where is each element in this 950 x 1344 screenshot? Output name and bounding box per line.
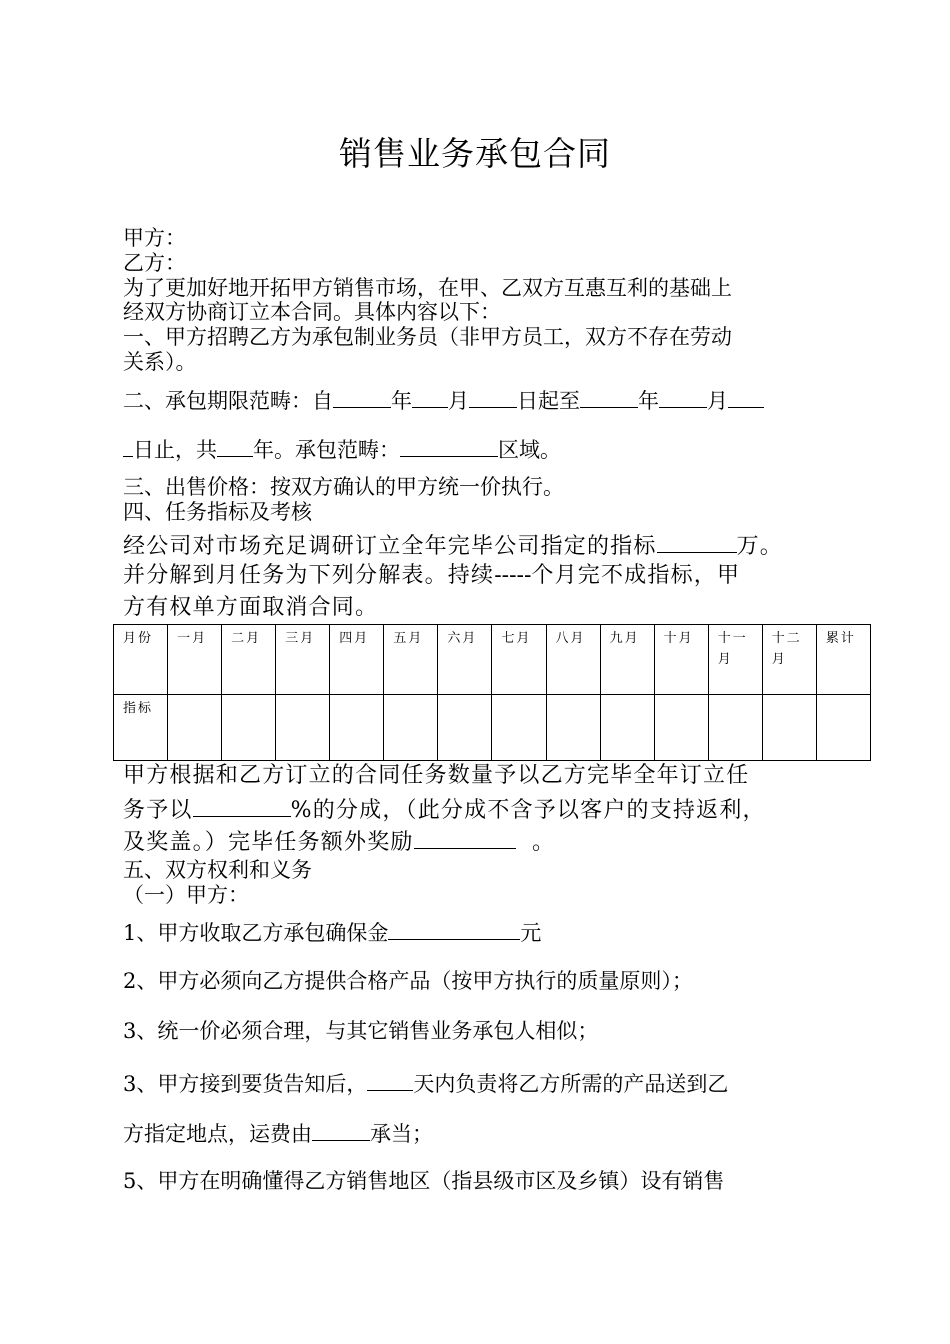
item1-line bbox=[123, 918, 541, 946]
item4-line-1 bbox=[123, 1069, 728, 1097]
header-cell-jul: 七月 bbox=[492, 625, 546, 695]
delivery-days-blank[interactable] bbox=[367, 1069, 413, 1091]
end-month-blank[interactable] bbox=[659, 386, 707, 408]
item3-line: 3、统一价必须合理，与其它销售业务承包人相似； bbox=[123, 1019, 599, 1043]
start-month-blank[interactable] bbox=[412, 386, 448, 408]
year-label-2: 年 bbox=[638, 389, 659, 413]
party-b-label: 乙方： bbox=[123, 251, 186, 275]
clause4-line-1 bbox=[123, 531, 783, 560]
end-year-blank[interactable] bbox=[580, 386, 638, 408]
month-label: 月 bbox=[448, 389, 469, 413]
item5-line: 5、甲方在明确懂得乙方销售地区（指县级市区及乡镇）设有销售 bbox=[123, 1169, 725, 1193]
freight-end: 承当； bbox=[370, 1122, 433, 1146]
header-cell-oct: 十月 bbox=[654, 625, 708, 695]
target-cell-jun[interactable] bbox=[438, 695, 492, 761]
intro-line-2: 经双方协商订立本合同。具体内容以下： bbox=[123, 300, 501, 324]
header-cell-sep: 九月 bbox=[600, 625, 654, 695]
commission-percent-blank[interactable] bbox=[193, 795, 291, 817]
item2-line: 2、甲方必须向乙方提供合格产品（按甲方执行的质量原则）； bbox=[123, 969, 693, 993]
region-blank[interactable] bbox=[400, 435, 498, 457]
monthly-target-table bbox=[113, 624, 871, 761]
target-cell-total[interactable] bbox=[816, 695, 870, 761]
target-unit: 万。 bbox=[736, 534, 784, 559]
clause2-prefix: 二、承包期限范畴：自 bbox=[123, 389, 333, 413]
end-day-blank[interactable] bbox=[728, 386, 764, 408]
table-target-row bbox=[114, 695, 871, 761]
start-year-blank[interactable] bbox=[333, 386, 391, 408]
clause2-line-2 bbox=[123, 435, 561, 463]
target-cell-sep[interactable] bbox=[600, 695, 654, 761]
header-cell-nov: 十一月 bbox=[708, 625, 762, 695]
target-blank[interactable] bbox=[657, 531, 737, 553]
clause4-title: 四、任务指标及考核 bbox=[123, 500, 312, 524]
clause3-line: 三、出售价格：按双方确认的甲方统一价执行。 bbox=[123, 475, 564, 499]
target-cell-aug[interactable] bbox=[546, 695, 600, 761]
target-cell-feb[interactable] bbox=[222, 695, 276, 761]
clause1-line-2: 关系）。 bbox=[123, 350, 197, 374]
deposit-blank[interactable] bbox=[388, 918, 520, 940]
deposit-text: 1、甲方收取乙方承包确保金 bbox=[123, 921, 389, 945]
freight-party-blank[interactable] bbox=[312, 1119, 370, 1141]
years-label: 年。承包范畴： bbox=[253, 438, 400, 462]
header-cell-jan: 一月 bbox=[168, 625, 222, 695]
target-cell-oct[interactable] bbox=[654, 695, 708, 761]
bonus-text: 及奖盖。）完毕任务额外奖励 bbox=[123, 830, 414, 855]
target-cell-mar[interactable] bbox=[276, 695, 330, 761]
target-cell-apr[interactable] bbox=[330, 695, 384, 761]
day-from-label: 日起至 bbox=[517, 389, 580, 413]
header-cell-month: 月份 bbox=[114, 625, 168, 695]
target-cell-nov[interactable] bbox=[708, 695, 762, 761]
commission-percent-text: %的分成，（此分成不含予以客户的支持返利， bbox=[290, 798, 766, 823]
commission-line-3 bbox=[123, 827, 555, 856]
end-day-blank-cont[interactable] bbox=[123, 435, 133, 457]
target-text: 经公司对市场充足调研订立全年完毕公司指定的指标 bbox=[123, 534, 657, 559]
header-cell-apr: 四月 bbox=[330, 625, 384, 695]
header-cell-total: 累计 bbox=[816, 625, 870, 695]
months-dash-blank[interactable]: ----- bbox=[494, 563, 532, 588]
clause1-line-1: 一、甲方招聘乙方为承包制业务员（非甲方员工，双方不存在劳动 bbox=[123, 325, 732, 349]
cancel-text: 个月完不成指标，甲 bbox=[531, 563, 741, 588]
start-day-blank[interactable] bbox=[469, 386, 517, 408]
header-cell-mar: 三月 bbox=[276, 625, 330, 695]
years-blank[interactable] bbox=[217, 435, 253, 457]
delivery-text: 3、甲方接到要货告知后， bbox=[123, 1072, 368, 1096]
target-cell-dec[interactable] bbox=[762, 695, 816, 761]
bonus-blank[interactable] bbox=[414, 827, 516, 849]
year-label: 年 bbox=[391, 389, 412, 413]
header-cell-feb: 二月 bbox=[222, 625, 276, 695]
clause4-line-3: 方有权单方面取消合同。 bbox=[123, 595, 379, 620]
month-label-2: 月 bbox=[707, 389, 728, 413]
header-cell-aug: 八月 bbox=[546, 625, 600, 695]
clause5-subtitle: （一）甲方： bbox=[123, 883, 249, 907]
intro-line-1: 为了更加好地开拓甲方销售市场，在甲、乙双方互惠互利的基础上 bbox=[123, 276, 732, 300]
day-to-label: 日止，共 bbox=[133, 438, 217, 462]
header-cell-dec: 十二月 bbox=[762, 625, 816, 695]
clause2-line-1 bbox=[123, 386, 764, 414]
delivery-text-2: 天内负责将乙方所需的产品送到乙 bbox=[413, 1072, 729, 1096]
party-a-label: 甲方： bbox=[123, 226, 186, 250]
header-cell-may: 五月 bbox=[384, 625, 438, 695]
freight-text: 方指定地点，运费由 bbox=[123, 1122, 312, 1146]
deposit-unit: 元 bbox=[520, 921, 542, 945]
table-header-row bbox=[114, 625, 871, 695]
item4-line-2 bbox=[123, 1119, 433, 1147]
commission-line-1: 甲方根据和乙方订立的合同任务数量予以乙方完毕全年订立任 bbox=[123, 763, 750, 788]
target-cell-may[interactable] bbox=[384, 695, 438, 761]
commission-line-2 bbox=[123, 795, 766, 824]
clause4-line-2 bbox=[123, 563, 740, 589]
commission-text: 务予以 bbox=[123, 798, 193, 823]
header-cell-jun: 六月 bbox=[438, 625, 492, 695]
clause5-title: 五、双方权利和义务 bbox=[123, 858, 312, 882]
target-cell-jan[interactable] bbox=[168, 695, 222, 761]
row-label-target: 指标 bbox=[114, 695, 168, 761]
document-title: 销售业务承包合同 bbox=[339, 134, 611, 173]
target-cell-jul[interactable] bbox=[492, 695, 546, 761]
bonus-end: 。 bbox=[532, 830, 556, 855]
region-label: 区域。 bbox=[498, 438, 561, 462]
monthly-text: 并分解到月任务为下列分解表。持续 bbox=[123, 563, 495, 588]
